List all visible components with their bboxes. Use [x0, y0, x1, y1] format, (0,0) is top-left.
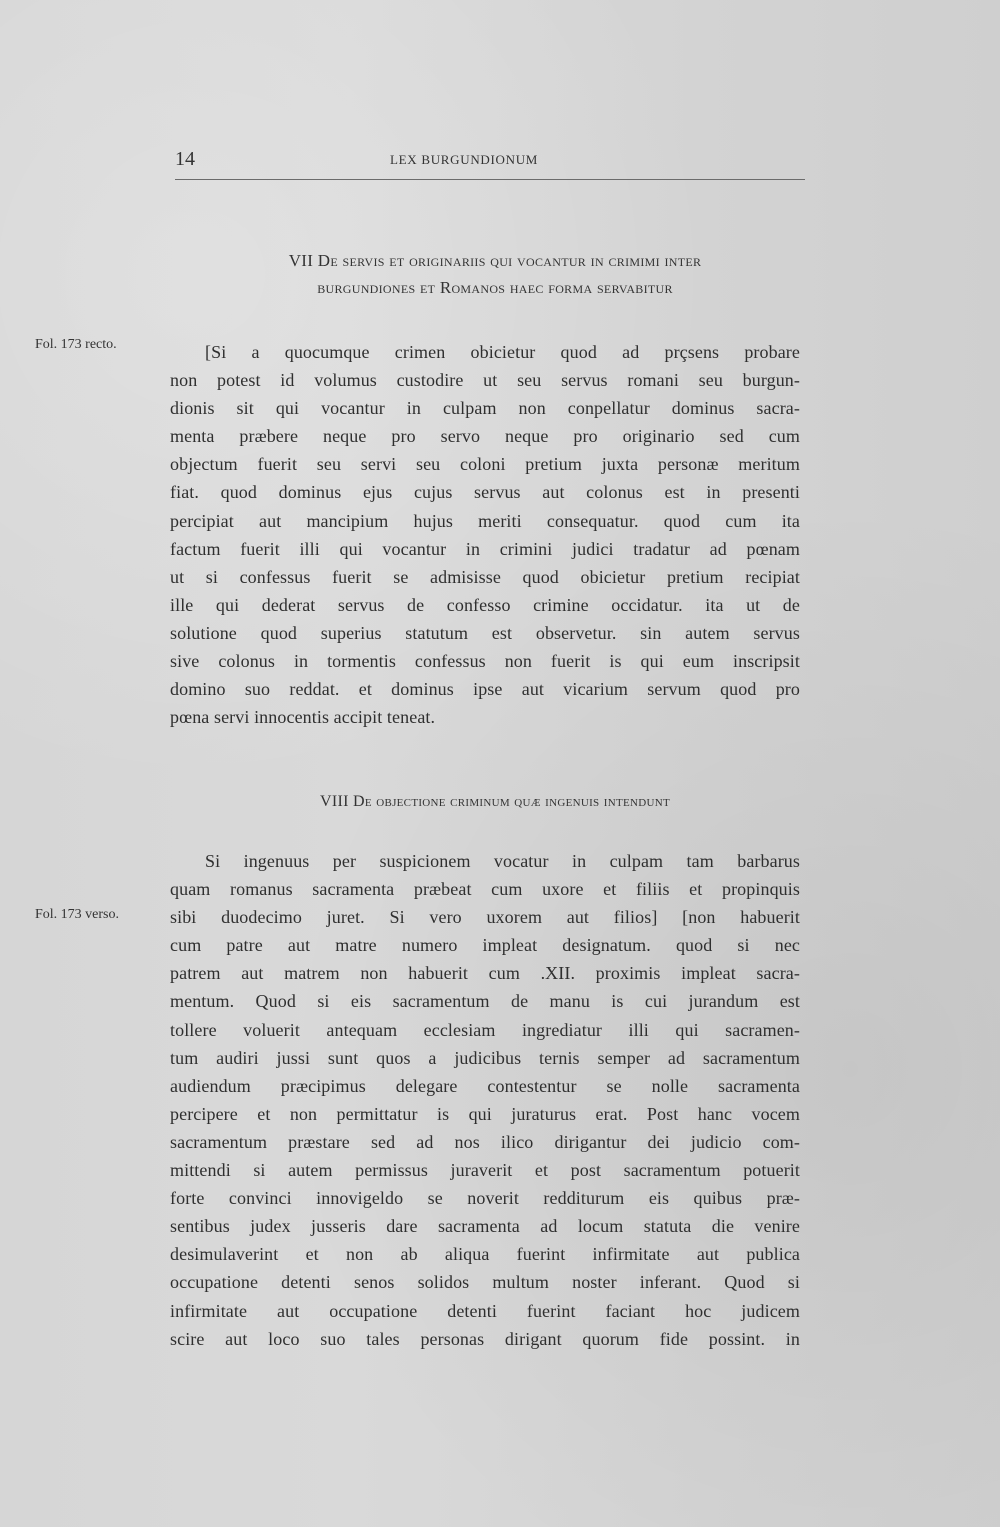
text-line: fiat. quod dominus ejus cujus servus aut colonus est in presenti [170, 482, 800, 503]
text-line: ille qui dederat servus de confesso crimine occidatur. ita ut de [170, 594, 800, 615]
page-number: 14 [175, 148, 195, 170]
section-viii-text [170, 847, 800, 1353]
text-line: sive colonus in tormentis confessus non fuerit is qui eum inscripsit [170, 651, 800, 672]
text-line: dionis sit qui vocantur in culpam non conpellatur dominus sacra- [170, 398, 800, 419]
text-line: forte convinci innovigeldo se noverit redditurum eis quibus præ- [170, 1188, 800, 1209]
running-head [175, 148, 805, 182]
text-line: tollere voluerit antequam ecclesiam ingrediatur illi qui sacramen- [170, 1019, 800, 1040]
text-line: occupatione detenti senos solidos multum noster inferant. Quod si [170, 1272, 800, 1293]
text-line: quam romanus sacramenta præbeat cum uxore et filiis et propinquis [170, 879, 800, 900]
text-line: scire aut loco suo tales personas dirigant quorum fide possint. in [170, 1328, 800, 1349]
text-line: [Si a quocumque crimen obicietur quod ad prçsens probare [205, 342, 800, 362]
text-line: ut si confessus fuerit se admisisse quod obicietur pretium recipiat [170, 566, 800, 587]
text-line: desimulaverint et non ab aliqua fuerint infirmitate aut publica [170, 1244, 800, 1265]
text-line: percipere et non permittatur is qui juraturus erat. Post hanc vocem [170, 1103, 800, 1124]
text-line: percipiat aut mancipium hujus meriti consequatur. quod cum ita [170, 510, 800, 531]
header-rule [175, 179, 805, 180]
text-line: domino suo reddat. et dominus ipse aut vicarium servum quod pro [170, 679, 800, 700]
section-heading-line: burgundiones et Romanos haec forma servabitur [317, 278, 673, 297]
text-line: cum patre aut matre numero impleat designatum. quod si nec [170, 935, 800, 956]
margin-note-fol-173-recto: Fol. 173 recto. [35, 337, 117, 352]
text-line: objectum fuerit seu servi seu coloni pretium juxta personæ meritum [170, 454, 800, 475]
text-line: sentibus judex jusseris dare sacramenta ad locum statuta die venire [170, 1216, 800, 1237]
section-heading-vii [180, 247, 810, 301]
text-line: factum fuerit illi qui vocantur in crimini judici tradatur ad pœnam [170, 538, 800, 559]
text-line: audiendum præcipimus delegare contestentur se nolle sacramenta [170, 1075, 800, 1096]
text-line: sacramentum præstare sed ad nos ilico dirigantur dei judicio com- [170, 1131, 800, 1152]
text-line: mentum. Quod si eis sacramentum de manu is cui jurandum est [170, 991, 800, 1012]
section-vii-text [170, 338, 800, 731]
text-line: solutione quod superius statutum est observetur. sin autem servus [170, 622, 800, 643]
margin-note-fol-173-verso: Fol. 173 verso. [35, 907, 119, 922]
text-line: infirmitate aut occupatione detenti fuerint faciant hoc judicem [170, 1300, 800, 1321]
text-line: tum audiri jussi sunt quos a judicibus ternis semper ad sacramentum [170, 1047, 800, 1068]
section-heading-viii [180, 790, 810, 814]
section-heading-line: VII De servis et originariis qui vocantur in crimimi inter [288, 251, 702, 270]
text-line: non potest id volumus custodire ut seu servus romani seu burgun- [170, 370, 800, 391]
text-line: mittendi si autem permissus juraverit et post sacramentum potuerit [170, 1160, 800, 1181]
section-heading-line: VIII De objectione criminum quæ ingenuis intendunt [319, 793, 670, 810]
running-title: LEX BURGUNDIONUM [390, 152, 539, 167]
text-line: Si ingenuus per suspicionem vocatur in culpam tam barbarus [205, 851, 800, 871]
text-line: menta præbere neque pro servo neque pro originario sed cum [170, 426, 800, 447]
text-line: sibi duodecimo juret. Si vero uxorem aut filios] [non habuerit [170, 907, 800, 928]
text-line: pœna servi innocentis accipit teneat. [170, 707, 436, 728]
text-line: patrem aut matrem non habuerit cum .XII. proximis impleat sacra- [170, 963, 800, 984]
